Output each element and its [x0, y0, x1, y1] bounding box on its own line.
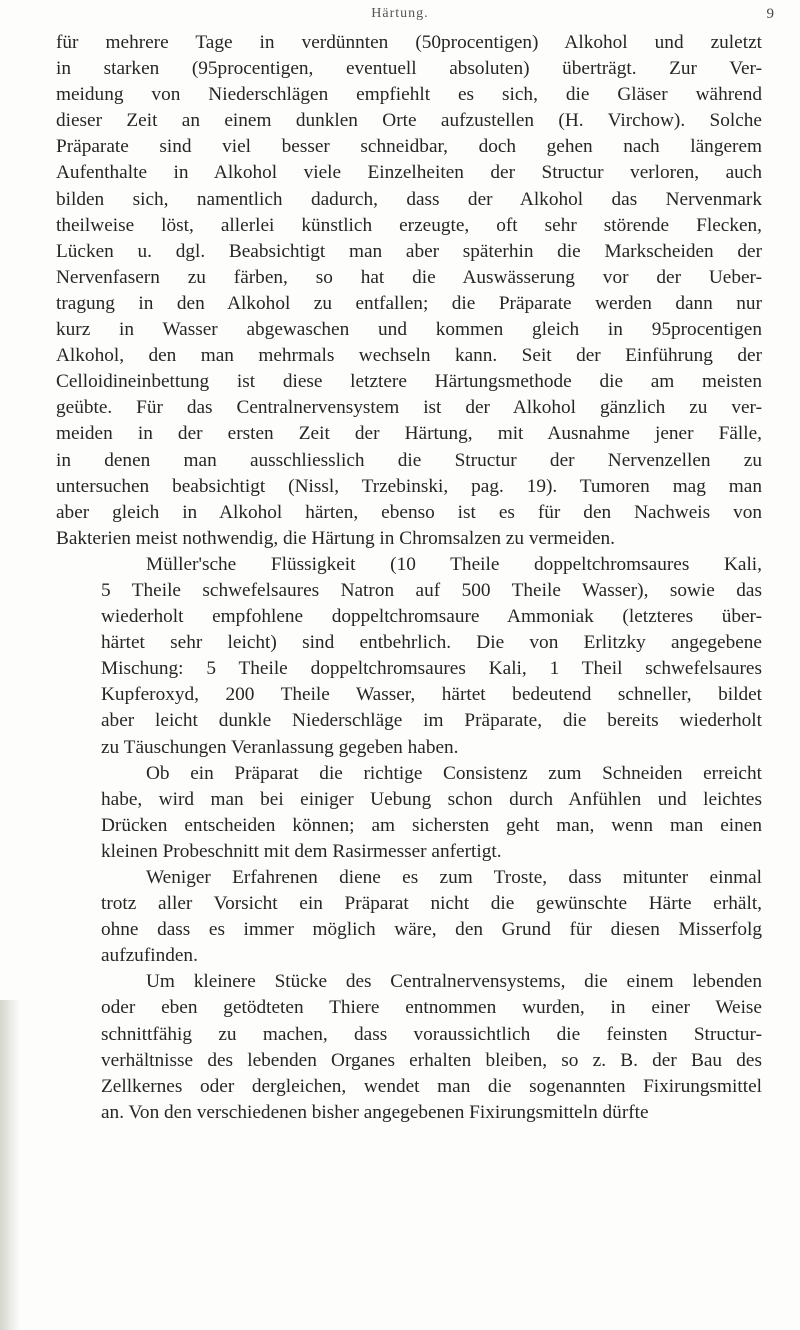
text-line: 5 Theile schwefelsaures Natron auf 500 Theile Wasser), sowie das	[101, 579, 762, 601]
text-line: in denen man ausschliesslich die Structur der Nervenzellen zu	[56, 449, 762, 471]
paragraph	[56, 761, 762, 865]
text-line: meiden in der ersten Zeit der Härtung, mit Ausnahme jener Fälle,	[56, 423, 762, 445]
text-line: Alkohol, den man mehrmals wechseln kann. Seit der Einführung der	[56, 345, 762, 367]
text-line: aber leicht dunkle Niederschläge im Präparate, die bereits wiederholt	[101, 710, 762, 732]
text-line: Kupferoxyd, 200 Theile Wasser, härtet bedeutend schneller, bildet	[101, 684, 762, 706]
text-line: Drücken entscheiden können; am sichersten geht man, wenn man einen	[101, 814, 762, 836]
text-line: härtet sehr leicht) sind entbehrlich. Die von Erlitzky angegebene	[101, 632, 762, 654]
body-text	[56, 30, 762, 1126]
paragraph	[56, 552, 762, 761]
text-line: kleinen Probeschnitt mit dem Rasirmesser anfertigt.	[101, 840, 502, 862]
text-line: untersuchen beabsichtigt (Nissl, Trzebinski, pag. 19). Tumoren mag man	[56, 475, 762, 497]
text-line: bilden sich, namentlich dadurch, dass der Alkohol das Nervenmark	[56, 188, 762, 210]
page-header	[0, 6, 800, 26]
text-line: Lücken u. dgl. Beabsichtigt man aber späterhin die Markscheiden der	[56, 240, 762, 262]
text-line: aber gleich in Alkohol härten, ebenso ist es für den Nachweis von	[56, 501, 762, 523]
running-title: Härtung.	[371, 6, 429, 21]
paragraph	[56, 969, 762, 1126]
paragraph	[56, 30, 762, 552]
paragraph	[56, 865, 762, 969]
text-line: meidung von Niederschlägen empfiehlt es sich, die Gläser während	[56, 84, 762, 106]
text-line: Nervenfasern zu färben, so hat die Auswässerung vor der Ueber-	[56, 266, 762, 288]
text-line: oder eben getödteten Thiere entnommen wurden, in einer Weise	[101, 997, 762, 1019]
text-line: Ob ein Präparat die richtige Consistenz zum Schneiden erreicht	[146, 762, 762, 784]
text-line: Aufenthalte in Alkohol viele Einzelheiten der Structur verloren, auch	[56, 162, 762, 184]
text-line: Müller'sche Flüssigkeit (10 Theile doppeltchromsaures Kali,	[146, 553, 762, 575]
text-line: Um kleinere Stücke des Centralnervensystems, die einem lebenden	[146, 971, 762, 993]
text-line: verhältnisse des lebenden Organes erhalten bleiben, so z. B. der Bau des	[101, 1049, 762, 1071]
text-line: Celloidineinbettung ist diese letztere Härtungsmethode die am meisten	[56, 371, 762, 393]
text-line: dieser Zeit an einem dunklen Orte aufzustellen (H. Virchow). Solche	[56, 110, 762, 132]
text-line: Zellkernes oder dergleichen, wendet man die sogenannten Fixirungsmittel	[101, 1075, 762, 1097]
text-line: Präparate sind viel besser schneidbar, doch gehen nach längerem	[56, 136, 762, 158]
text-line: Bakterien meist nothwendig, die Härtung in Chromsalzen zu vermeiden.	[56, 527, 616, 549]
text-line: an. Von den verschiedenen bisher angegebenen Fixirungsmitteln dürfte	[101, 1101, 649, 1123]
text-line: ohne dass es immer möglich wäre, den Grund für diesen Misserfolg	[101, 919, 762, 941]
text-line: kurz in Wasser abgewaschen und kommen gleich in 95procentigen	[56, 319, 762, 341]
text-line: habe, wird man bei einiger Uebung schon durch Anfühlen und leichtes	[101, 788, 762, 810]
text-line: Weniger Erfahrenen diene es zum Troste, dass mitunter einmal	[146, 867, 762, 888]
page-number: 9	[766, 6, 774, 22]
text-line: theilweise löst, allerlei künstlich erzeugte, oft sehr störende Flecken,	[56, 214, 762, 236]
text-line: zu Täuschungen Veranlassung gegeben haben.	[101, 736, 459, 758]
text-line: für mehrere Tage in verdünnten (50procentigen) Alkohol und zuletzt	[56, 32, 762, 53]
text-line: schnittfähig zu machen, dass voraussichtlich die feinsten Structur-	[101, 1023, 762, 1045]
text-line: wiederholt empfohlene doppeltchromsaure Ammoniak (letzteres über-	[101, 606, 762, 628]
text-line: in starken (95procentigen, eventuell absoluten) überträgt. Zur Ver-	[56, 58, 762, 80]
text-line: aufzufinden.	[101, 945, 198, 967]
text-line: Mischung: 5 Theile doppeltchromsaures Kali, 1 Theil schwefelsaures	[101, 658, 762, 680]
text-line: geübte. Für das Centralnervensystem ist der Alkohol gänzlich zu ver-	[56, 397, 762, 419]
text-line: trotz aller Vorsicht ein Präparat nicht die gewünschte Härte erhält,	[101, 893, 762, 915]
page-edge-shadow	[0, 1000, 20, 1330]
text-line: tragung in den Alkohol zu entfallen; die Präparate werden dann nur	[56, 292, 762, 314]
